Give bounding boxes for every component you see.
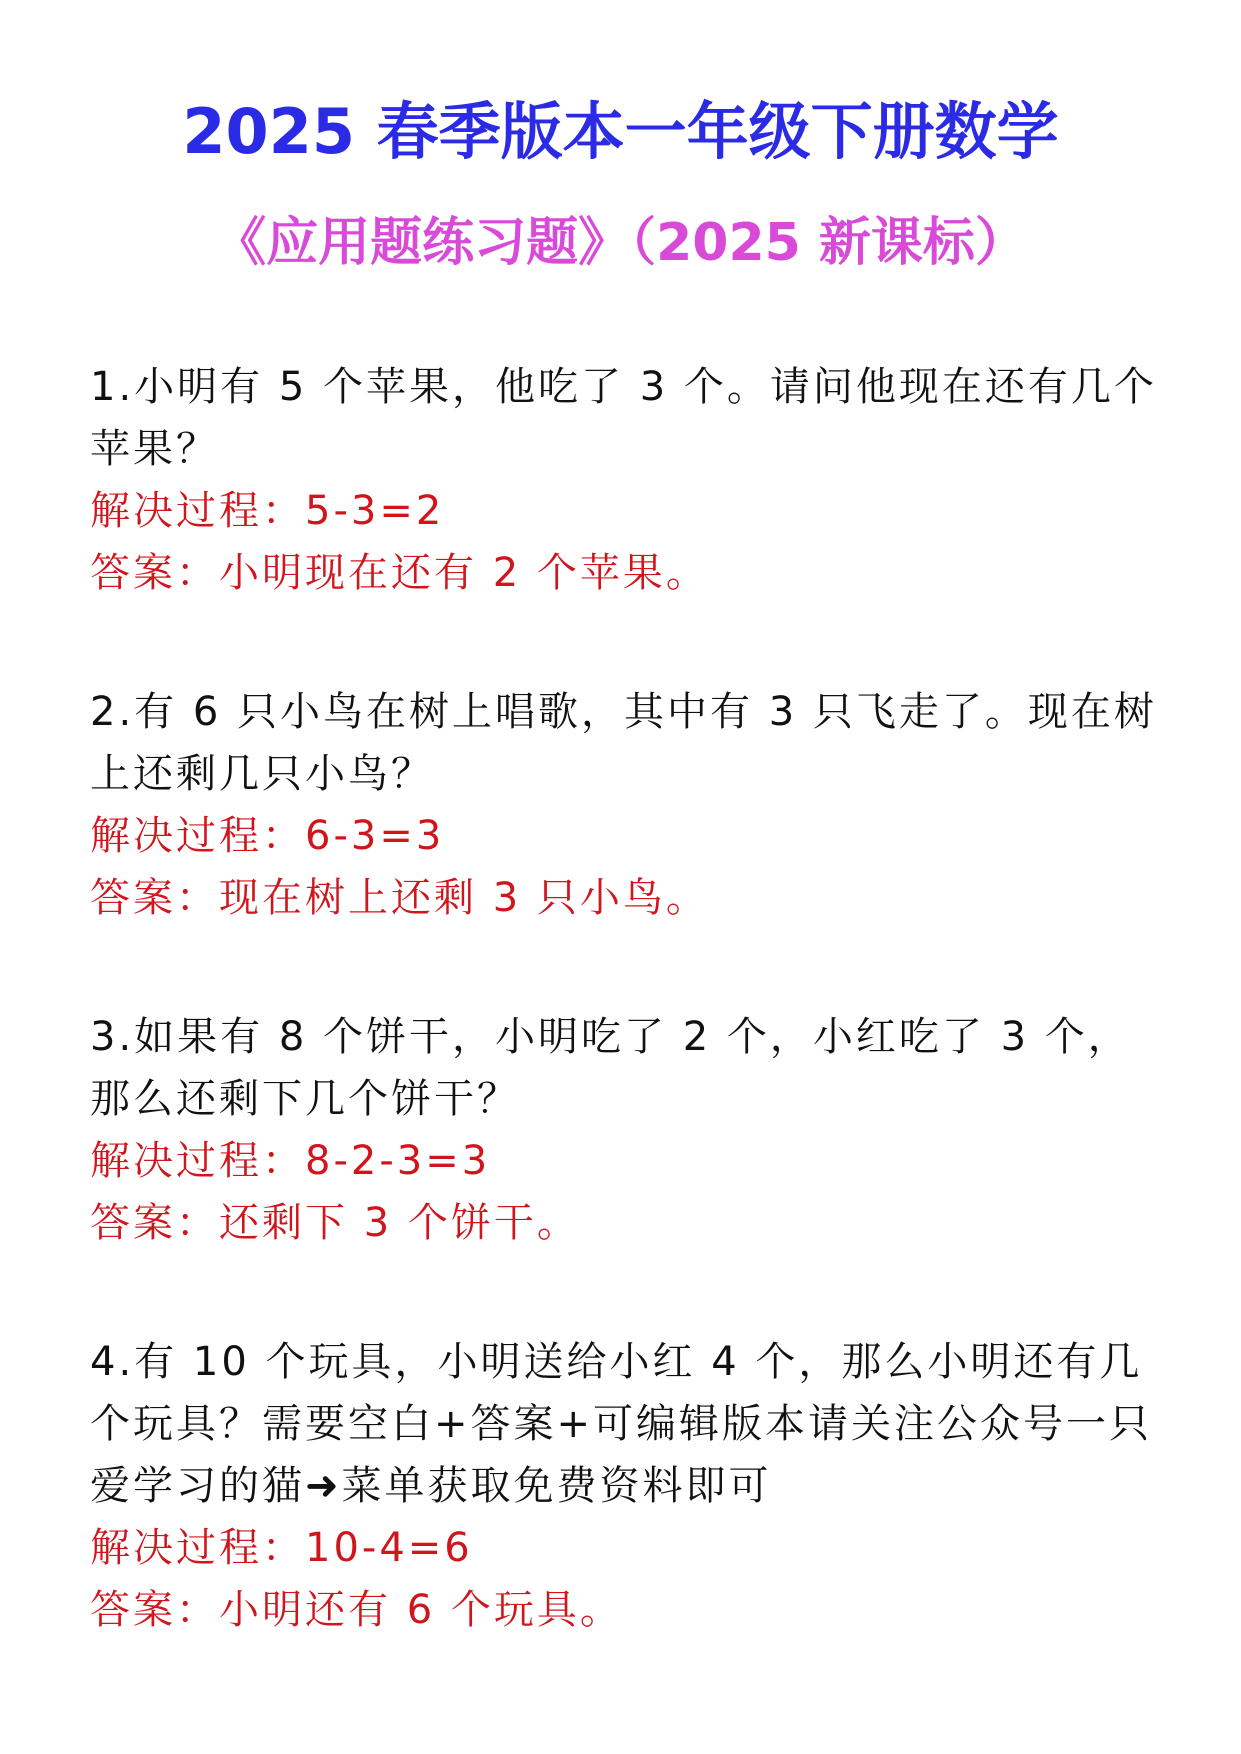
problem-answer: 答案：小明还有 6 个玩具。 — [90, 1587, 623, 1633]
problem-2 — [90, 681, 1160, 929]
problem-answer: 答案：小明现在还有 2 个苹果。 — [90, 550, 709, 596]
problem-question: 4.有 10 个玩具，小明送给小红 4 个，那么小明还有几个玩具？需要空白+答案+可编辑版本请关注公众号一只爱学习的猫➜菜单获取免费资料即可 — [90, 1339, 1153, 1509]
page-title: 2025 春季版本一年级下册数学 — [182, 95, 1059, 168]
problem-solution: 解决过程：8-2-3=3 — [90, 1138, 491, 1184]
problem-answer: 答案：还剩下 3 个饼干。 — [90, 1200, 580, 1246]
problem-question: 1.小明有 5 个苹果，他吃了 3 个。请问他现在还有几个苹果？ — [90, 364, 1157, 472]
page-subtitle: 《应用题练习题》（2025 新课标） — [214, 213, 1027, 273]
problem-solution: 解决过程：6-3=3 — [90, 813, 445, 859]
problem-answer: 答案：现在树上还剩 3 只小鸟。 — [90, 875, 709, 921]
problem-question: 2.有 6 只小鸟在树上唱歌，其中有 3 只飞走了。现在树上还剩几只小鸟？ — [90, 689, 1157, 797]
problem-solution: 解决过程：5-3=2 — [90, 488, 445, 534]
problem-solution: 解决过程：10-4=6 — [90, 1525, 473, 1571]
problem-1 — [90, 356, 1160, 604]
problem-question: 3.如果有 8 个饼干，小明吃了 2 个，小红吃了 3 个，那么还剩下几个饼干？ — [90, 1014, 1131, 1122]
problem-3 — [90, 1006, 1160, 1254]
problem-4 — [90, 1331, 1160, 1641]
